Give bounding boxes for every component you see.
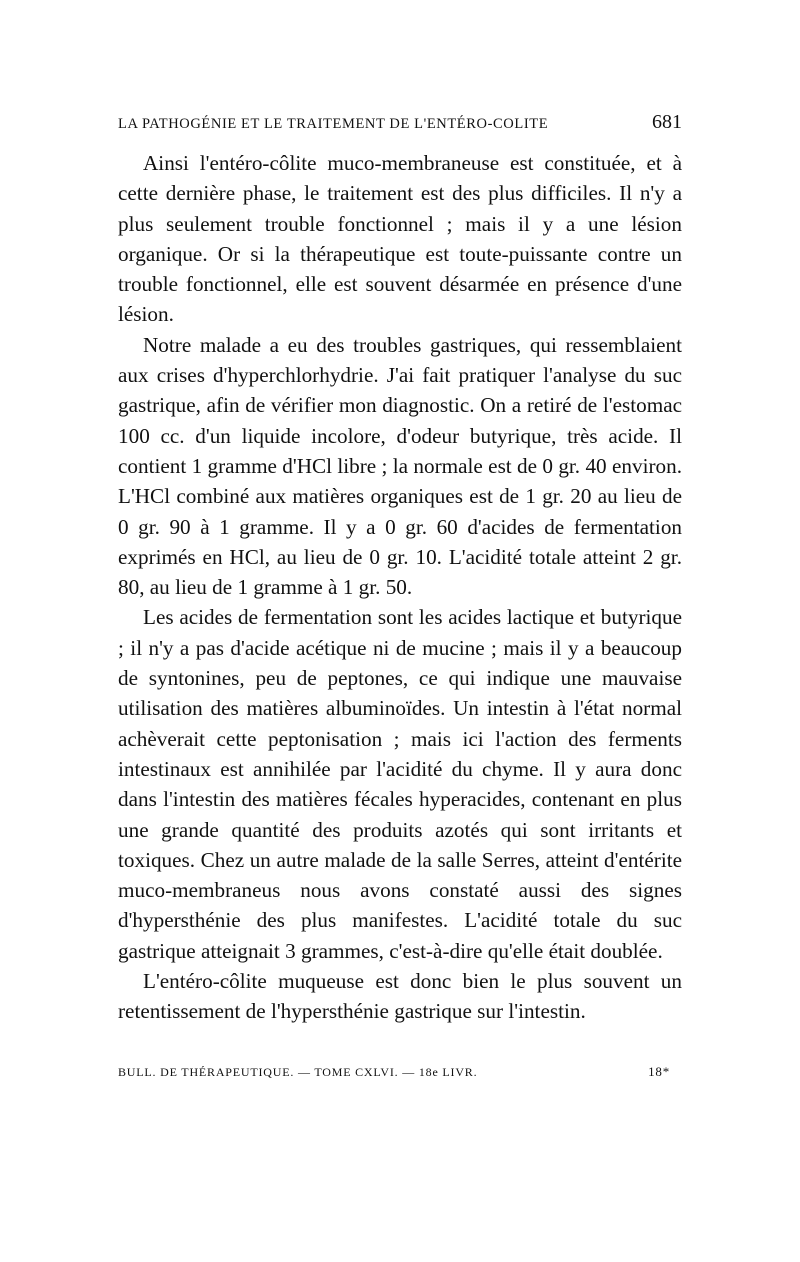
running-title: LA PATHOGÉNIE ET LE TRAITEMENT DE L'ENTÉRO-COLITE xyxy=(118,116,549,132)
paragraph: Les acides de fermentation sont les acides lactique et butyrique ; il n'y a pas d'acide acétique ni de mucine ; mais il y a beaucoup de syntonines, peu de peptones, ce qui indique une mauvaise utilisation des matières albuminoïdes. Un intestin à l'état normal achèverait cette peptonisation ; mais ici l'action des ferments intestinaux est annihilée par l'acidité du chyme. Il y aura donc dans l'intestin des matières fécales hyperacides, contenant en plus une grande quantité des produits azotés qui sont irritants et toxiques. Chez un autre malade de la salle Serres, atteint d'entérite muco-membraneus nous avons constaté aussi des signes d'hypersthénie des plus manifestes. L'acidité totale du suc gastrique atteignait 3 grammes, c'est-à-dire qu'elle était doublée. xyxy=(118,605,682,963)
book-page xyxy=(118,106,682,1027)
journal-line: BULL. DE THÉRAPEUTIQUE. — TOME CXLVI. — 18e LIVR. xyxy=(118,1065,478,1079)
paragraph: L'entéro-côlite muqueuse est donc bien le plus souvent un retentissement de l'hypersthénie gastrique sur l'intestin. xyxy=(118,969,682,1024)
running-head xyxy=(118,106,682,138)
page-footer xyxy=(118,1062,682,1082)
page-number: 681 xyxy=(652,111,682,133)
paragraph: Notre malade a eu des troubles gastriques, qui ressemblaient aux crises d'hyperchlorhydrie. J'ai fait pratiquer l'analyse du suc gastrique, afin de vérifier mon diagnostic. On a retiré de l'estomac 100 cc. d'un liquide incolore, d'odeur butyrique, très acide. Il contient 1 gramme d'HCl libre ; la normale est de 0 gr. 40 environ. L'HCl combiné aux matières organiques est de 1 gr. 20 au lieu de 0 gr. 90 à 1 gramme. Il y a 0 gr. 60 d'acides de fermentation exprimés en HCl, au lieu de 0 gr. 10. L'acidité totale atteint 2 gr. 80, au lieu de 1 gramme à 1 gr. 50. xyxy=(118,332,682,600)
paragraph: Ainsi l'entéro-côlite muco-membraneuse est constituée, et à cette dernière phase, le traitement est des plus difficiles. Il n'y a plus seulement trouble fonctionnel ; mais il y a une lésion organique. Or si la thérapeutique est toute-puissante contre un trouble fonctionnel, elle est souvent désarmée en présence d'une lésion. xyxy=(118,151,682,327)
body-text xyxy=(118,148,682,1027)
signature-mark: 18* xyxy=(648,1064,670,1079)
